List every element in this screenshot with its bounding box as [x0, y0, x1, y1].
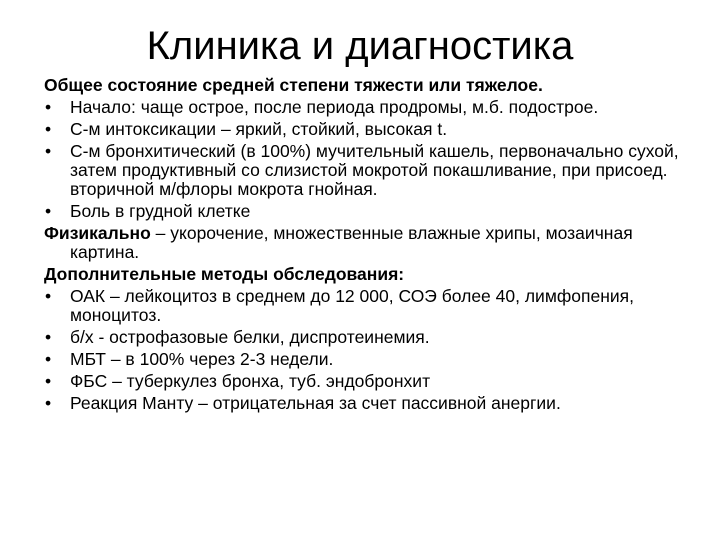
bullet-icon: •: [45, 97, 52, 117]
bullet-icon: •: [45, 141, 52, 161]
bullet-icon: •: [45, 327, 52, 347]
physical-exam: [44, 224, 704, 262]
general-condition: Общее состояние средней степени тяжести или тяжелое.: [44, 75, 543, 95]
list-item-text: С-м бронхитический (в 100%) мучительный кашель, первоначально сухой, затем продуктивный со слизистой мокротой покашливание, при присоед. вторичной м/флоры мокрота гнойная.: [70, 141, 679, 199]
methods-heading: Дополнительные методы обследования:: [44, 264, 405, 284]
list-item-text: Реакция Манту – отрицательная за счет пассивной анергии.: [70, 393, 561, 413]
list-item: [44, 142, 704, 199]
list-item: [44, 328, 704, 347]
bullet-icon: •: [45, 393, 52, 413]
list-item-text: Боль в грудной клетке: [70, 201, 251, 221]
list-item-text: Начало: чаще острое, после периода продромы, м.б. подострое.: [70, 97, 599, 117]
list-item: [44, 287, 704, 325]
list-item-text: ОАК – лейкоцитоз в среднем до 12 000, СОЭ более 40, лимфопения, моноцитоз.: [70, 286, 634, 325]
list-item-text: С-м интоксикации – яркий, стойкий, высокая t.: [70, 119, 448, 139]
list-item: [44, 350, 704, 369]
list-item: [44, 372, 704, 391]
bullet-icon: •: [45, 349, 52, 369]
list-item: [44, 202, 704, 221]
list-item: [44, 120, 704, 139]
list-item-text: б/х - острофазовые белки, диспротеинемия.: [70, 327, 430, 347]
bullet-icon: •: [45, 119, 52, 139]
bullet-icon: •: [45, 371, 52, 391]
physical-text: – укорочение, множественные влажные хрипы, мозаичная картина.: [70, 223, 633, 262]
bullet-icon: •: [45, 201, 52, 221]
list-item: [44, 98, 704, 117]
list-item: [44, 394, 704, 413]
slide-content: [44, 76, 704, 416]
physical-label: Физикально: [44, 223, 151, 243]
slide-title: Клиника и диагностика: [146, 24, 574, 68]
list-item-text: МБТ – в 100% через 2-3 недели.: [70, 349, 334, 369]
bullet-icon: •: [45, 286, 52, 306]
list-item-text: ФБС – туберкулез бронха, туб. эндобронхит: [70, 371, 431, 391]
